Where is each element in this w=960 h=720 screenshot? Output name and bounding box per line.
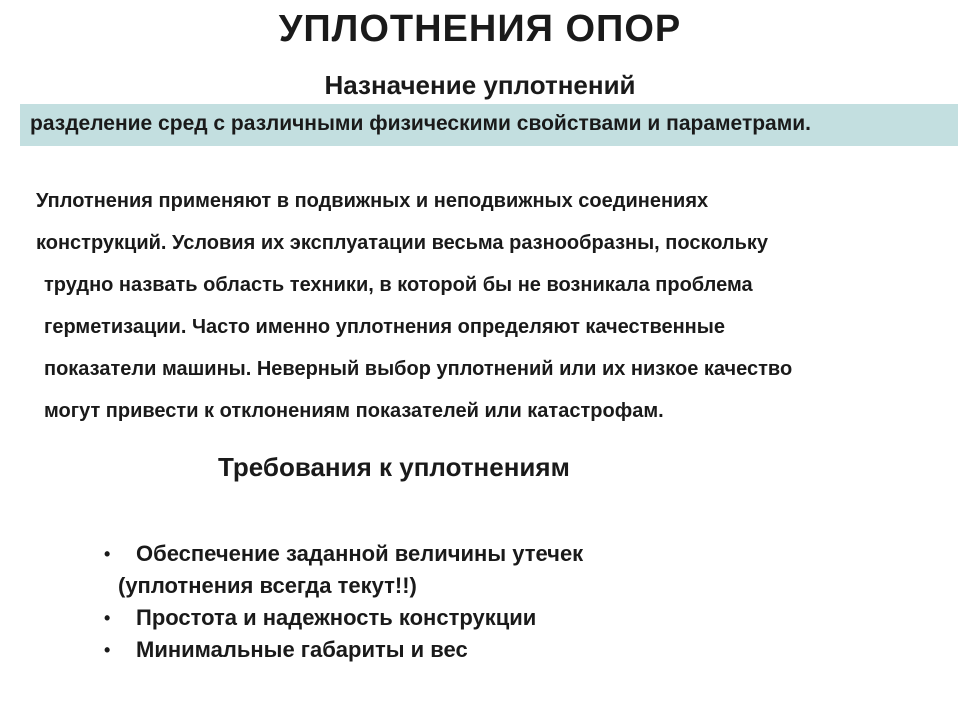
requirements-list — [104, 538, 924, 666]
paragraph-line: конструкций. Условия их эксплуатации весьма разнообразны, поскольку — [36, 232, 769, 254]
list-item-text: Простота и надежность конструкции — [136, 605, 537, 630]
section-heading-purpose: Назначение уплотнений — [324, 70, 636, 100]
list-item-note: (уплотнения всегда текут!!) — [118, 573, 417, 598]
highlight-text: разделение сред с различными физическими свойствами и параметрами. — [30, 112, 812, 135]
slide-title: УПЛОТНЕНИЯ ОПОР — [278, 8, 682, 50]
bullet-icon: • — [104, 608, 111, 628]
list-item-text: Минимальные габариты и вес — [136, 637, 468, 662]
bullet-icon: • — [104, 640, 111, 660]
list-item — [104, 602, 924, 634]
paragraph-line: трудно назвать область техники, в которой бы не возникала проблема — [44, 274, 753, 296]
description-paragraph — [36, 180, 951, 432]
list-item — [104, 634, 924, 666]
paragraph-line: Уплотнения применяют в подвижных и неподвижных соединениях — [36, 190, 709, 212]
section-heading-requirements: Требования к уплотнениям — [218, 452, 570, 482]
list-item-text: Обеспечение заданной величины утечек — [136, 541, 584, 566]
paragraph-line: показатели машины. Неверный выбор уплотнений или их низкое качество — [44, 358, 793, 380]
bullet-icon: • — [104, 544, 111, 564]
list-item — [104, 538, 924, 602]
paragraph-line: могут привести к отклонениям показателей или катастрофам. — [44, 400, 664, 422]
paragraph-line: герметизации. Часто именно уплотнения определяют качественные — [44, 316, 725, 338]
highlight-bar — [20, 104, 958, 146]
